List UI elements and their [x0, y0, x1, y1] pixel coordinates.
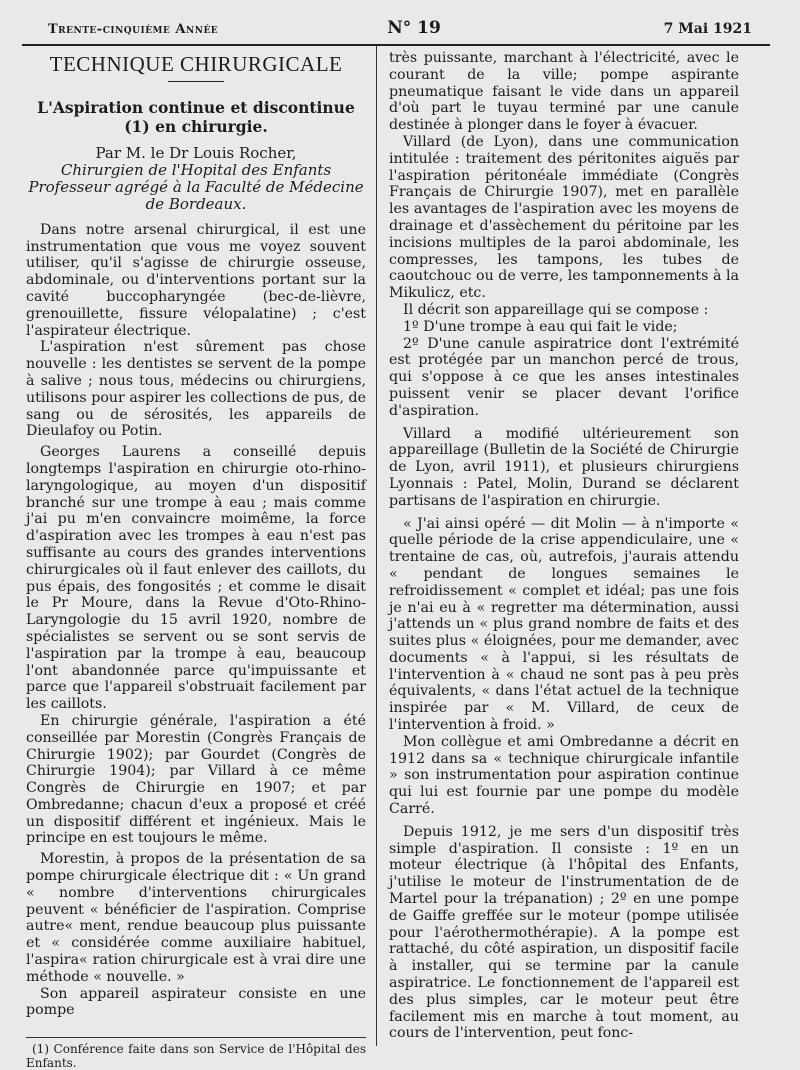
- paragraph: Villard a modifié ultérieurement son appareillage (Bulletin de la Société de Chirurgie de Lyon, avril 1911), et plusieurs chirurgiens Lyonnais : Patel, Molin, Durand se déclarent partisans de l'aspiration en chirurgie.: [389, 425, 739, 509]
- paragraph: Mon collègue et ami Ombredanne a décrit en 1912 dans sa « technique chirurgicale infantile » son instrumentation pour aspiration continue qui lui est fournie par une pompe du modèle Carré.: [389, 733, 739, 818]
- paragraph: Il décrit son appareillage qui se compose :: [403, 301, 709, 318]
- paragraph: L'aspiration n'est sûrement pas chose nouvelle : les dentistes se servent de la pompe à salive ; nous tous, médecins ou chirurgiens, utilisons pour aspirer les collections de pus, de sang ou de sérosités, les appareils de Dieulafoy ou Potin.: [26, 339, 366, 440]
- article-title: L'Aspiration continue et discontinue (1) en chirurgie.: [37, 97, 355, 136]
- author-affiliation-2: Professeur agrégé à la Faculté de Médecine: [28, 177, 364, 196]
- author-byline: Par M. le Dr Louis Rocher,: [95, 143, 297, 162]
- paragraph: Depuis 1912, je me sers d'un dispositif très simple d'aspiration. Il consiste : 1º en un moteur électrique (à l'hôpital des Enfants, j'utilise le moteur de l'instrumentation de de Martel pour la trépanation) ; 2º en une pompe de Gaiffe greffée sur le moteur (pompe utilisée pour l'aérothermothérapie). A la pompe est rattaché, du côté aspiration, un dispositif facile à installer, qui se termine par la canule aspiratrice. Le fonctionnement de l'appareil est des plus simples, car le moteur peut être facilement mis en marche à tout moment, au cours de l'intervention, peut fonc-: [389, 823, 739, 1042]
- section-title: TECHNIQUE CHIRURGICALE: [49, 52, 343, 76]
- footnote: (1) Conférence faite dans son Service de l'Hôpital des Enfants.: [26, 1042, 366, 1070]
- footnote-rule: [26, 1037, 366, 1038]
- quotation: « J'ai ainsi opéré — dit Molin — à n'importe « quelle période de la crise appendiculaire, une « trentaine de cas, où, autrefois, j'aurais attendu « pendant de longues semaines le refroidissement « complet et idéal; pas une fois je n'ai eu à « regretter ma détermination, aussi j'attends un « plus grand nombre de faits et des suites plus « éloignées, pour me demander, avec documents « à l'appui, si les résultats de l'intervention à « chaud ne sont pas à peu près équivalents, « dans l'état actuel de la technique inspirée par « M. Villard, de ceux de l'intervention à froid. »: [389, 515, 739, 734]
- running-header: [24, 18, 760, 42]
- header-rule: [22, 44, 770, 46]
- issue-date: 7 Mai 1921: [663, 21, 752, 37]
- paragraph: Georges Laurens a conseillé depuis longtemps l'aspiration en chirurgie oto-rhino-laryngologique, au moyen d'un dispositif branché sur une trompe à eau ; mais comme j'ai pu m'en convaincre moimême, la force d'aspiration avec les trompes à eau n'est pas suffisante au cours des grandes interventions chirurgicales où il faut enlever des caillots, du pus épais, des fongosités ; et comme le disait le Pr Moure, dans la Revue d'Oto-Rhino-Laryngologie du 15 avril 1920, nombre de spécialistes se servent ou se sont servis de l'aspiration par la trompe à eau, beaucoup l'ont abandonnée parce qu'impuissante et parce que l'appareil s'obstruait facilement par les caillots.: [26, 444, 366, 713]
- title-rule: [168, 81, 224, 82]
- left-column: [26, 50, 366, 1070]
- paragraph: 1º D'une trompe à eau qui fait le vide;: [403, 318, 678, 335]
- paragraph: En chirurgie générale, l'aspiration a été conseillée par Morestin (Congrès Français de Chirurgie 1902); par Gourdet (Congrès de Chirurgie 1904); par Villard à ce même Congrès de Chirurgie en 1907; et par Ombredanne; chacun d'eux a proposé et créé un dispositif différent et ingénieux. Mais le principe en est toujours le même.: [26, 712, 366, 847]
- column-divider: [376, 46, 377, 1046]
- author-affiliation-3: de Bordeaux.: [145, 194, 247, 213]
- paragraph: Villard (de Lyon), dans une communication intitulée : traitement des péritonites aiguës par l'aspiration péritonéale immédiate (Congrès Français de Chirurgie 1907), met en parallèle les avantages de l'aspiration avec les moyens de drainage et d'assèchement du péritoine par les incisions multiples de la paroi abdominale, les compresses, les tampons, les tubes de caoutchouc ou de verre, les tamponnements à la Mikulicz, etc.: [389, 133, 739, 302]
- right-column: [389, 50, 739, 1042]
- issue-number: N° 19: [387, 18, 441, 38]
- author-affiliation-1: Chirurgien de l'Hopital des Enfants: [60, 160, 332, 179]
- paragraph: Son appareil aspirateur consiste en une pompe: [26, 985, 366, 1019]
- paragraph: Dans notre arsenal chirurgical, il est une instrumentation que vous me voyez souvent utiliser, qu'il s'agisse de chirurgie osseuse, abdominale, ou d'interventions portant sur la cavité buccopharyngée (bec-de-lièvre, grenouillette, fissure vélopalatine) ; c'est l'aspirateur électrique.: [26, 221, 366, 339]
- paragraph: 2º D'une canule aspiratrice dont l'extrémité est protégée par un manchon percé de trous, qui s'oppose à ce que les anses intestinales puissent venir se placer devant l'orifice d'aspiration.: [389, 335, 739, 419]
- paragraph: très puissante, marchant à l'électricité, avec le courant de la ville; pompe aspirante pneumatique faisant le vide dans un appareil d'où part le tuyau terminé par une canule destinée à plonger dans le foyer à évacuer.: [389, 50, 739, 134]
- paragraph: Morestin, à propos de la présentation de sa pompe chirurgicale électrique dit : « Un grand « nombre d'interventions chirurgicales peuvent « bénéficier de l'aspiration. Comprise autre« ment, rendue beaucoup plus puissante et « considérée comme auxiliaire habituel, l'aspira« ration chirurgicale est à vrai dire une méthode « nouvelle. »: [26, 851, 366, 985]
- volume-year: Trente-cinquième Année: [48, 22, 219, 37]
